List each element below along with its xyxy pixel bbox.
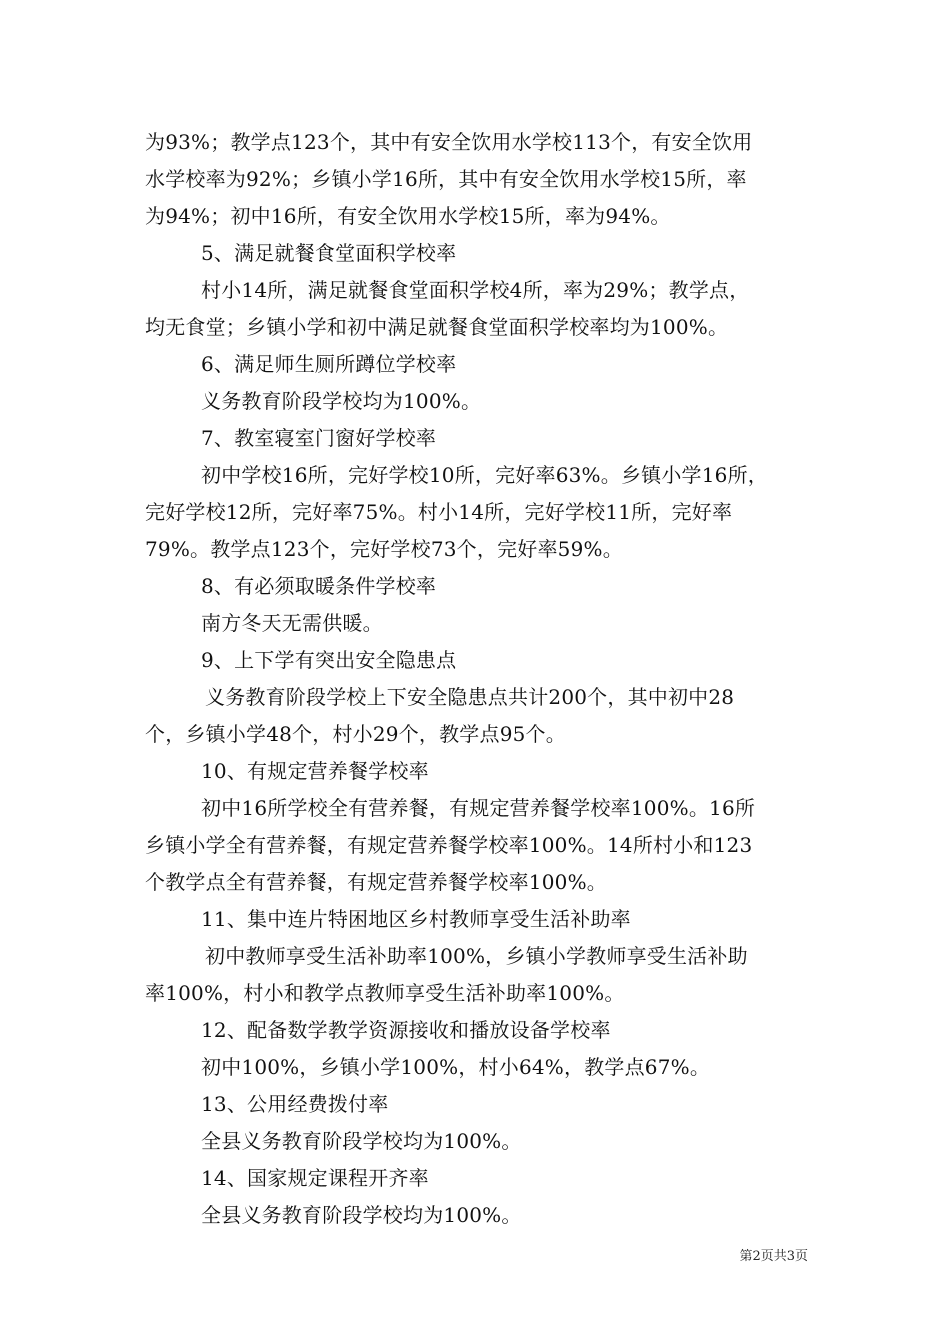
text-line: 初中学校16所，完好学校10所，完好率63%。乡镇小学16所， xyxy=(201,463,769,487)
text-line: 村小14所，满足就餐食堂面积学校4所，率为29%；教学点， xyxy=(201,278,750,302)
text-line: 个教学点全有营养餐，有规定营养餐学校率100%。 xyxy=(145,870,607,894)
text-line: 初中100%，乡镇小学100%，村小64%，教学点67%。 xyxy=(201,1055,711,1079)
text-line: 水学校率为92%；乡镇小学16所，其中有安全饮用水学校15所，率 xyxy=(145,167,747,191)
text-line: 6、满足师生厕所蹲位学校率 xyxy=(201,352,457,376)
text-line: 完好学校12所，完好率75%。村小14所，完好学校11所，完好率 xyxy=(145,500,733,524)
text-line: 8、有必须取暖条件学校率 xyxy=(201,574,437,598)
text-line: 7、教室寝室门窗好学校率 xyxy=(201,426,437,450)
text-line: 为93%；教学点123个，其中有安全饮用水学校113个，有安全饮用 xyxy=(145,130,753,154)
text-line: 79%。教学点123个，完好学校73个，完好率59%。 xyxy=(145,537,623,561)
text-line: 9、上下学有突出安全隐患点 xyxy=(201,648,457,672)
text-line: 11、集中连片特困地区乡村教师享受生活补助率 xyxy=(201,907,631,931)
text-line: 初中教师享受生活补助率100%，乡镇小学教师享受生活补助 xyxy=(205,944,748,968)
text-line: 10、有规定营养餐学校率 xyxy=(201,759,429,783)
text-line: 14、国家规定课程开齐率 xyxy=(201,1166,429,1190)
text-line: 为94%；初中16所，有安全饮用水学校15所，率为94%。 xyxy=(145,204,671,228)
page-number: 第2页共3页 xyxy=(739,1249,808,1264)
text-line: 初中16所学校全有营养餐，有规定营养餐学校率100%。16所 xyxy=(201,796,756,820)
text-line: 义务教育阶段学校上下安全隐患点共计200个，其中初中28 xyxy=(205,685,735,709)
text-line: 13、公用经费拨付率 xyxy=(201,1092,389,1116)
text-line: 义务教育阶段学校均为100%。 xyxy=(201,389,482,413)
text-line: 南方冬天无需供暖。 xyxy=(201,611,383,635)
document-body xyxy=(145,124,815,1234)
text-line: 乡镇小学全有营养餐，有规定营养餐学校率100%。14所村小和123 xyxy=(145,833,753,857)
text-line: 个，乡镇小学48个，村小29个，教学点95个。 xyxy=(145,722,566,746)
text-line: 5、满足就餐食堂面积学校率 xyxy=(201,241,457,265)
text-line: 12、配备数学教学资源接收和播放设备学校率 xyxy=(201,1018,611,1042)
text-line: 率100%，村小和教学点教师享受生活补助率100%。 xyxy=(145,981,625,1005)
text-line: 均无食堂；乡镇小学和初中满足就餐食堂面积学校率均为100%。 xyxy=(145,315,729,339)
text-line: 全县义务教育阶段学校均为100%。 xyxy=(201,1129,522,1153)
text-line: 全县义务教育阶段学校均为100%。 xyxy=(201,1203,522,1227)
